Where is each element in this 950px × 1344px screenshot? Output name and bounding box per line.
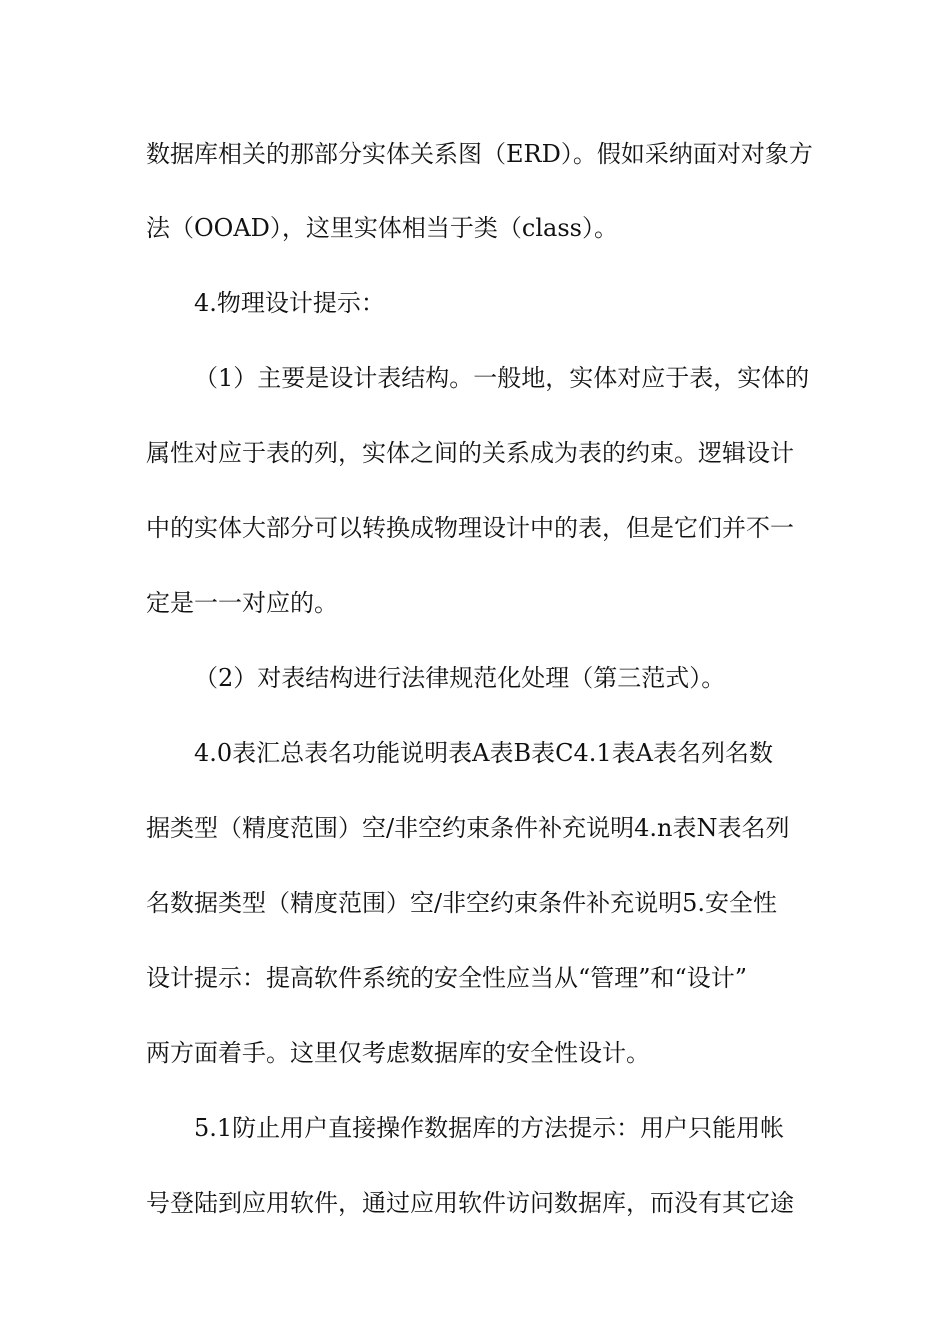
text-line: 定是一一对应的。: [146, 589, 338, 617]
text-line: 名数据类型（精度范围）空/非空约束条件补充说明5.安全性: [146, 889, 777, 917]
text-line: 号登陆到应用软件，通过应用软件访问数据库，而没有其它途: [146, 1189, 794, 1217]
text-line: 中的实体大部分可以转换成物理设计中的表，但是它们并不一: [146, 514, 794, 542]
text-line: 设计提示：提高软件系统的安全性应当从“管理”和“设计”: [146, 964, 748, 992]
text-line: （2）对表结构进行法律规范化处理（第三范式）。: [194, 664, 726, 692]
text-line: （1）主要是设计表结构。一般地，实体对应于表，实体的: [194, 364, 810, 392]
text-line: 两方面着手。这里仅考虑数据库的安全性设计。: [146, 1039, 650, 1067]
text-line: 据类型（精度范围）空/非空约束条件补充说明4.n表N表名列: [146, 814, 790, 842]
text-line: 4.0表汇总表名功能说明表A表B表C4.1表A表名列名数: [194, 739, 773, 767]
text-line: 数据库相关的那部分实体关系图（ERD）。假如采纳面对对象方: [146, 140, 813, 168]
text-line: 属性对应于表的列，实体之间的关系成为表的约束。逻辑设计: [146, 439, 794, 467]
section-heading: 5.1防止用户直接操作数据库的方法提示：用户只能用帐: [194, 1114, 785, 1142]
section-heading: 4.物理设计提示：: [194, 289, 385, 317]
text-line: 法（OOAD），这里实体相当于类（class）。: [146, 214, 618, 242]
